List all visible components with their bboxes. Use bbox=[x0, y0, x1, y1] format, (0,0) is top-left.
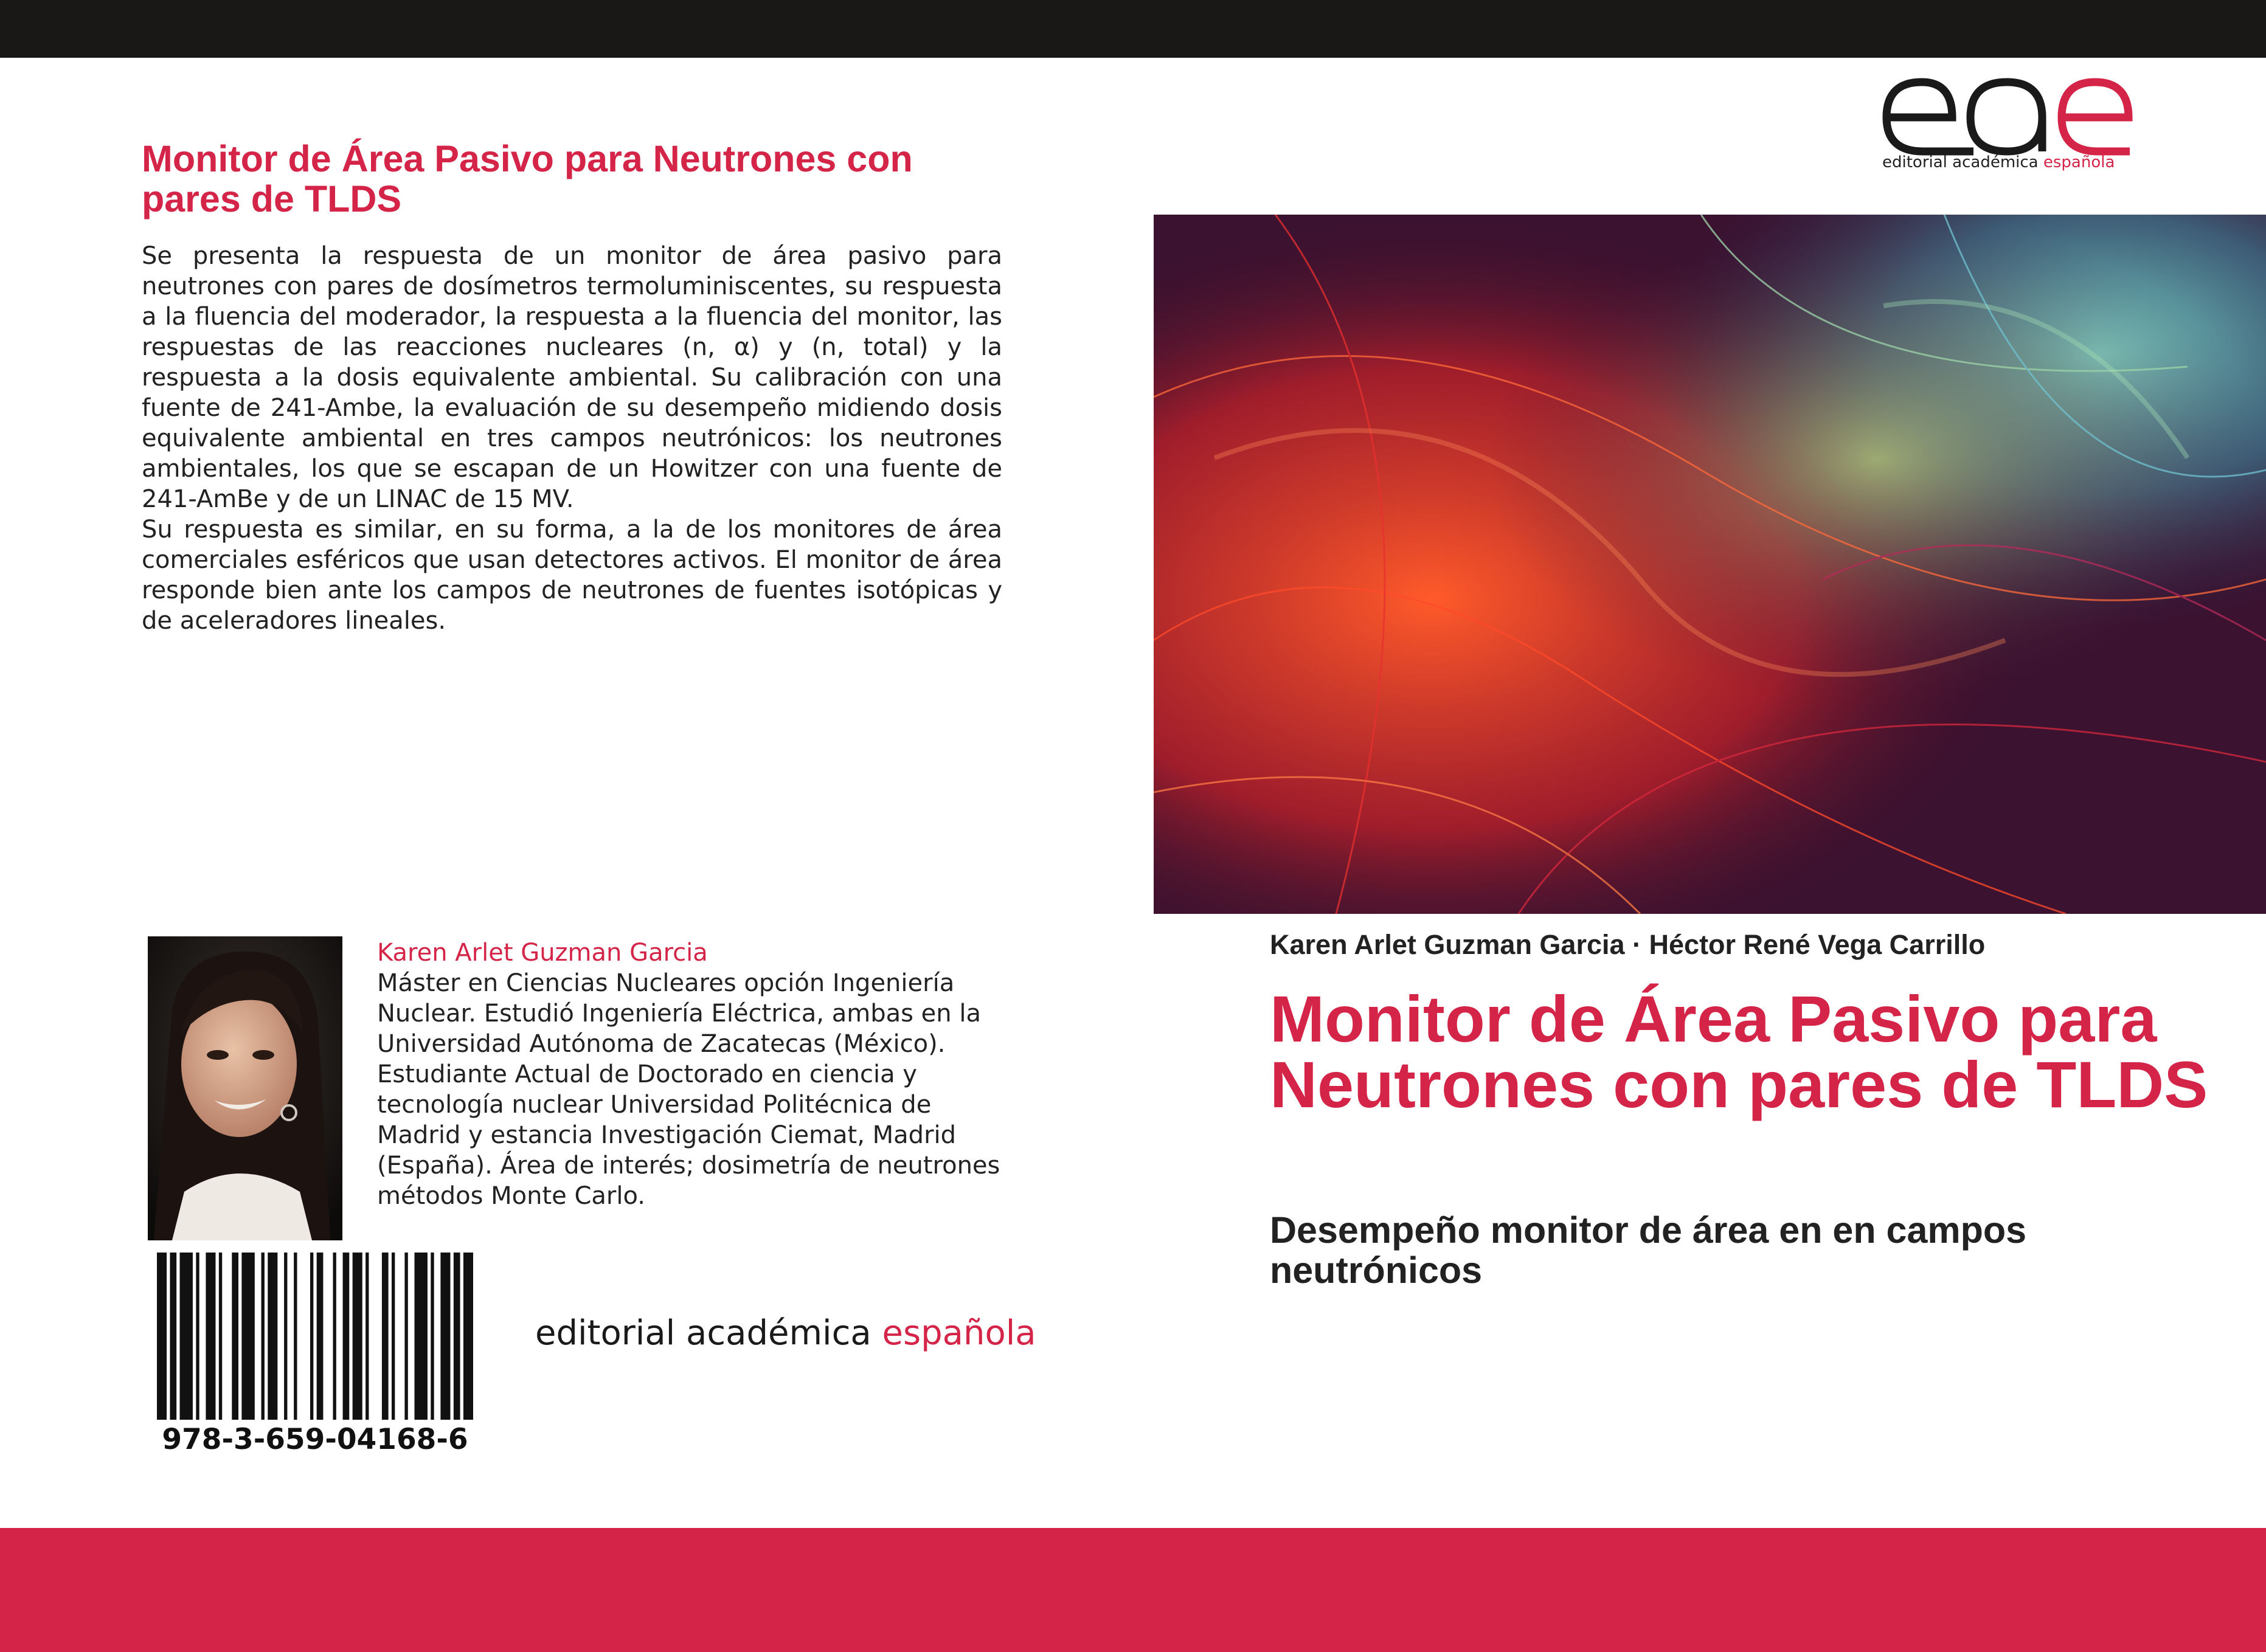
front-cover-title: Monitor de Área Pasivo para Neutrones con pares de TLDS bbox=[1270, 982, 2208, 1121]
cover-artwork bbox=[1154, 215, 2266, 914]
bio-text: Máster en Ciencias Nucleares opción Ingeniería Nuclear. Estudió Ingeniería Eléctrica, ambas en la Universidad Autónoma de Zacatecas (México). Estudiante Actual de Doctorado en ciencia y tecnología nuclear Universidad Politécnica de Madrid y estancia Investigación Ciemat, Madrid (España). Área de interés; dosimetría de neutrones métodos Monte Carlo. bbox=[377, 969, 1000, 1210]
back-brand-main: editorial académica bbox=[535, 1313, 882, 1353]
back-cover-abstract: Se presenta la respuesta de un monitor de área pasivo para neutrones con pares de dosímetros termoluminiscentes, su respuesta a la fluencia del moderador, la respuesta a la fluencia del monitor, las respuestas de las reacciones nucleares (n, α) y (n, total) y la respuesta a la dosis equivalente ambiental. Su calibración con una fuente de 241-Ambe, la evaluación de su desempeño midiendo dosis equivalente ambiental en tres campos neutrónicos: los neutrones ambientales, los que se escapan de un Howitzer con una fuente de 241-AmBe y de un LINAC de 15 MV. Su respuesta es similar, en su forma, a la de los monitores de área comerciales esféricos que usan detectores activos. El monitor de área responde bien ante los campos de neutrones de fuentes isotópicas y de aceleradores lineales. bbox=[142, 242, 1002, 635]
logo-wordmark bbox=[1882, 153, 2115, 171]
front-cover-subtitle: Desempeño monitor de área en en campos neutrónicos bbox=[1270, 1209, 2027, 1291]
back-cover-title: Monitor de Área Pasivo para Neutrones con pares de TLDS bbox=[142, 138, 913, 219]
author-photo bbox=[148, 936, 342, 1240]
top-bar bbox=[0, 0, 2266, 58]
front-authors: Karen Arlet Guzman Garcia · Héctor René Vega Carrillo bbox=[1270, 929, 1986, 960]
back-publisher-brand bbox=[535, 1313, 1036, 1353]
logo-text-main: editorial académica bbox=[1882, 153, 2043, 171]
back-brand-accent: española bbox=[882, 1313, 1036, 1353]
logo-text-accent: española bbox=[2043, 153, 2115, 171]
barcode-icon bbox=[157, 1253, 473, 1420]
isbn-number: 978-3-659-04168-6 bbox=[162, 1423, 468, 1456]
bio-author-name: Karen Arlet Guzman Garcia bbox=[377, 939, 708, 967]
bottom-bar bbox=[0, 1528, 2266, 1652]
